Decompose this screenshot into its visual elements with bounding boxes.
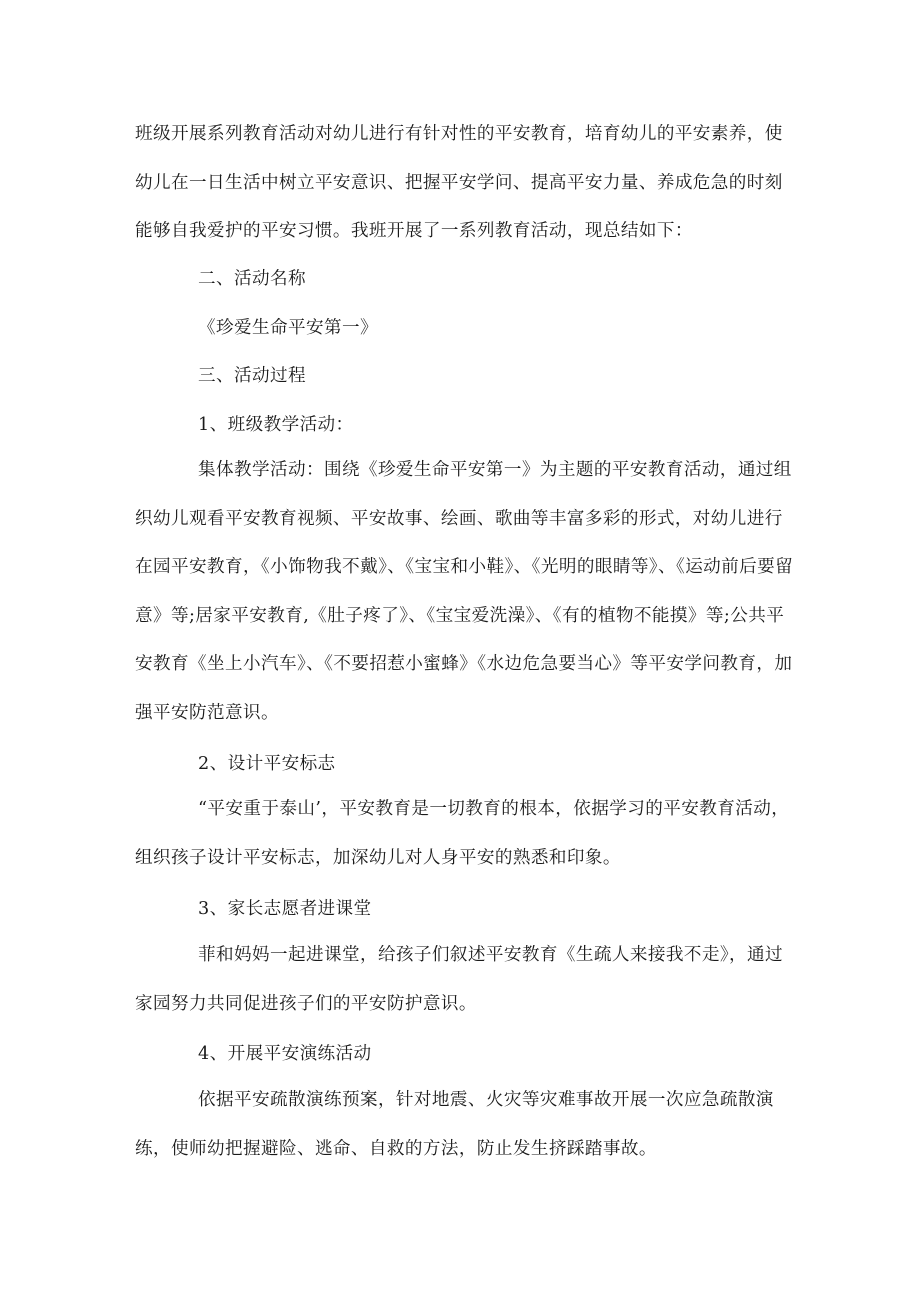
item-2-heading: 2、设计平安标志 xyxy=(198,754,336,774)
item-1-body: 集体教学活动：围绕《珍爱生命平安第一》为主题的平安教育活动，通过组织幼儿观看平安教育视频、平安故事、绘画、歌曲等丰富多彩的形式，对幼儿进行在园平安教育，《小饰物我不戴》、《宝宝和小鞋》、《光明的眼睛等》、《运动前后要留意》等;居家平安教育,《肚子疼了》、《宝宝爱洗澡》、《有的植物不能摸》等;公共平安教育《坐上小汽车》、《不要招惹小蜜蜂》《水边危急要当心》等平安学问教育，加强平安防范意识。 xyxy=(135,460,794,723)
item-1-heading: 1、班级教学活动： xyxy=(198,415,354,435)
item-4-body: 依据平安疏散演练预案，针对地震、火灾等灾难事故开展一次应急疏散演练，使师幼把握避险、逃命、自救的方法，防止发生挤踩踏事故。 xyxy=(135,1090,774,1159)
section-2-heading: 二、活动名称 xyxy=(198,269,306,289)
intro-paragraph: 班级开展系列教育活动对幼儿进行有针对性的平安教育，培育幼儿的平安素养，使幼儿在一日生活中树立平安意识、把握平安学问、提高平安力量、养成危急的时刻能够自我爱护的平安习惯。我班开展了一系列教育活动，现总结如下： xyxy=(135,124,783,241)
item-3-heading: 3、家长志愿者进课堂 xyxy=(198,899,372,919)
section-3-heading: 三、活动过程 xyxy=(198,366,306,386)
item-4-heading: 4、开展平安演练活动 xyxy=(198,1044,372,1064)
activity-name: 《珍爱生命平安第一》 xyxy=(198,318,378,338)
item-2-body: “平安重于泰山’，平安教育是一切教育的根本，依据学习的平安教育活动，组织孩子设计平安标志，加深幼儿对人身平安的熟悉和印象。 xyxy=(135,799,790,868)
item-3-body: 菲和妈妈一起进课堂，给孩子们叙述平安教育《生疏人来接我不走》，通过家园努力共同促进孩子们的平安防护意识。 xyxy=(135,945,783,1014)
